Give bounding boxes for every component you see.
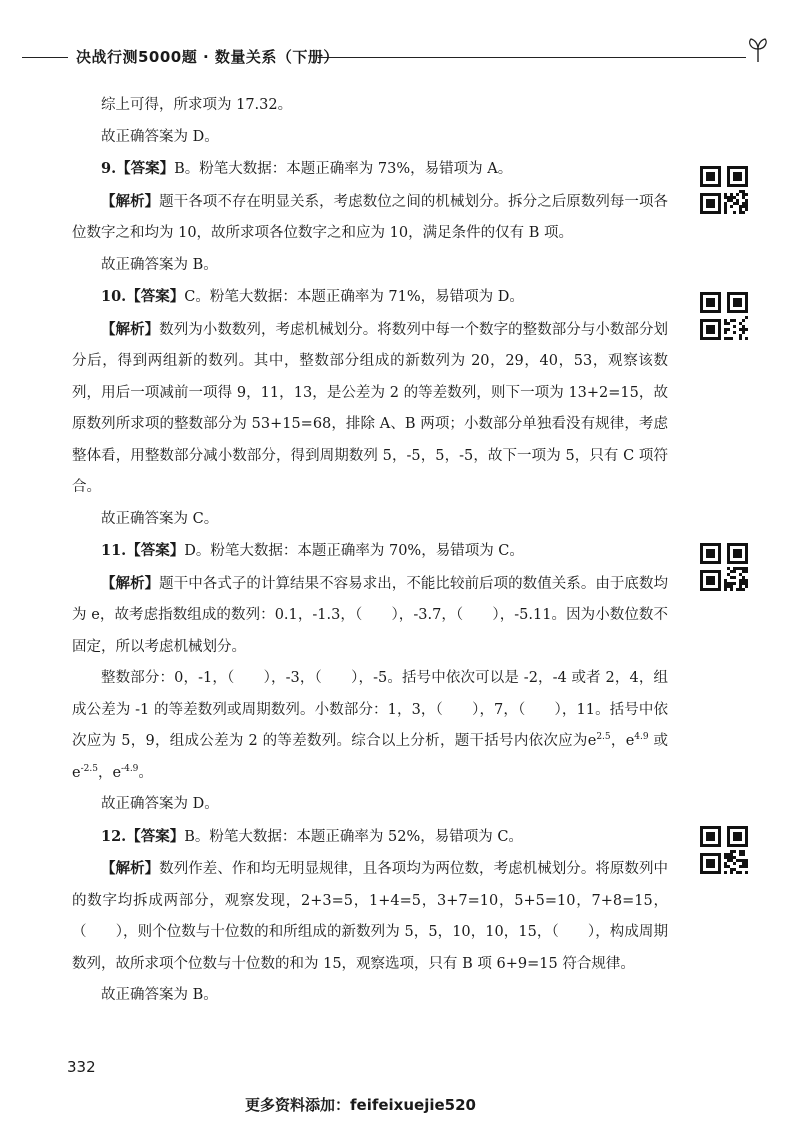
q11-answer bbox=[72, 535, 668, 568]
analysis-tag: 【解析】 bbox=[101, 574, 160, 592]
answer-text: C。粉笔大数据：本题正确率为 71%，易错项为 D。 bbox=[184, 289, 524, 305]
running-header bbox=[22, 44, 762, 72]
analysis-text: 题干各项不存在明显关系，考虑数位之间的机械划分。拆分之后原数列每一项各位数字之和均为 10，故所求项各位数字之和应为 10，满足条件的仅有 B 项。 bbox=[72, 193, 669, 241]
analysis-tag: 【解析】 bbox=[101, 860, 160, 877]
q11-integer-part bbox=[72, 663, 668, 789]
header-rule-right bbox=[318, 57, 746, 58]
answer-text: D。粉笔大数据：本题正确率为 70%，易错项为 C。 bbox=[184, 543, 524, 559]
qr-code-q10[interactable] bbox=[700, 292, 748, 340]
analysis-tag: 【解析】 bbox=[101, 320, 160, 338]
page-number: 332 bbox=[67, 1058, 96, 1076]
page-content bbox=[72, 90, 668, 1012]
q10-analysis bbox=[72, 314, 668, 504]
q12-conclusion: 故正确答案为 B。 bbox=[101, 987, 218, 1003]
answer-text: B。粉笔大数据：本题正确率为 52%，易错项为 C。 bbox=[184, 828, 523, 845]
answer-tag: 12.【答案】 bbox=[101, 827, 185, 845]
answer-text: B。粉笔大数据：本题正确率为 73%，易错项为 A。 bbox=[174, 161, 513, 177]
analysis-text: 题干中各式子的计算结果不容易求出，不能比较前后项的数值关系。由于底数均为 e，故考虑指数组成的数列：0.1，-1.3，（ ），-3.7，（ ），-5.11。因为小数位数不固定，所以考虑机械划分。 bbox=[72, 575, 669, 655]
q11-analysis bbox=[72, 568, 668, 664]
footer-note: 更多资料添加：feifeixuejie520 bbox=[245, 1096, 476, 1114]
q11-conclusion: 故正确答案为 D。 bbox=[101, 796, 219, 812]
analysis-text: 整数部分：0，-1，（ ），-3，（ ），-5。括号中依次可以是 -2，-4 或者 2，4，组成公差为 -1 的等差数列或周期数列。小数部分：1，3，（ ），7，（ ），11。括号中依次应为 5，9，组成公差为 2 的等差数列。综合以上分析，题干括号内依次应为 bbox=[72, 670, 668, 749]
answer-tag: 11.【答案】 bbox=[101, 542, 185, 559]
analysis-tag: 【解析】 bbox=[101, 192, 160, 210]
header-rule-left bbox=[22, 57, 68, 58]
answer-tag: 10.【答案】 bbox=[101, 288, 185, 305]
q9-conclusion: 故正确答案为 B。 bbox=[101, 256, 218, 273]
q9-analysis bbox=[72, 186, 668, 250]
qr-code-q12[interactable] bbox=[700, 826, 748, 874]
q12-answer bbox=[72, 821, 668, 854]
text-line: 综上可得，所求项为 17.32。 bbox=[101, 97, 293, 113]
book-title: 决战行测5000题 · 数量关系（下册） bbox=[76, 48, 339, 66]
power-list: $e^{2.5}$，$e^{4.9}$ 或 $e^{-2.5}$，$e^{-4.9}$。 bbox=[72, 732, 669, 781]
qr-code-q11[interactable] bbox=[700, 543, 748, 591]
q9-answer bbox=[72, 153, 668, 186]
analysis-text: 数列为小数数列，考虑机械划分。将数列中每一个数字的整数部分与小数部分划分后，得到两组新的数列。其中，整数部分组成的新数列为 20，29，40，53，观察该数列，用后一项减前一项得 9，11，13，是公差为 2 的等差数列，则下一项为 13+2=15，故原数列所求项的整数部分为 53+15=68，排除 A、B 两项；小数部分单独看没有规律，考虑整体看，用整数部分减小数部分，得到周期数列 5，-5，5，-5，故下一项为 5，只有 C 项符合。 bbox=[72, 321, 669, 495]
sprout-icon bbox=[746, 36, 770, 62]
qr-code-q9[interactable] bbox=[700, 166, 748, 214]
q12-analysis bbox=[72, 853, 668, 980]
conclusion-line: 故正确答案为 D。 bbox=[101, 128, 219, 145]
q10-answer bbox=[72, 281, 668, 314]
q10-conclusion: 故正确答案为 C。 bbox=[101, 510, 219, 527]
analysis-text: 数列作差、作和均无明显规律，且各项均为两位数，考虑机械划分。将原数列中的数字均拆成两部分，观察发现，2+3=5，1+4=5，3+7=10，5+5=10，7+8=15，（ ），则个位数与十位数的和所组成的新数列为 5，5，10，10，15，（ ），构成周期数列，故所求项个位数与十位数的和为 15，观察选项，只有 B 项 6+9=15 符合规律。 bbox=[72, 861, 669, 972]
answer-tag: 9.【答案】 bbox=[101, 160, 175, 177]
